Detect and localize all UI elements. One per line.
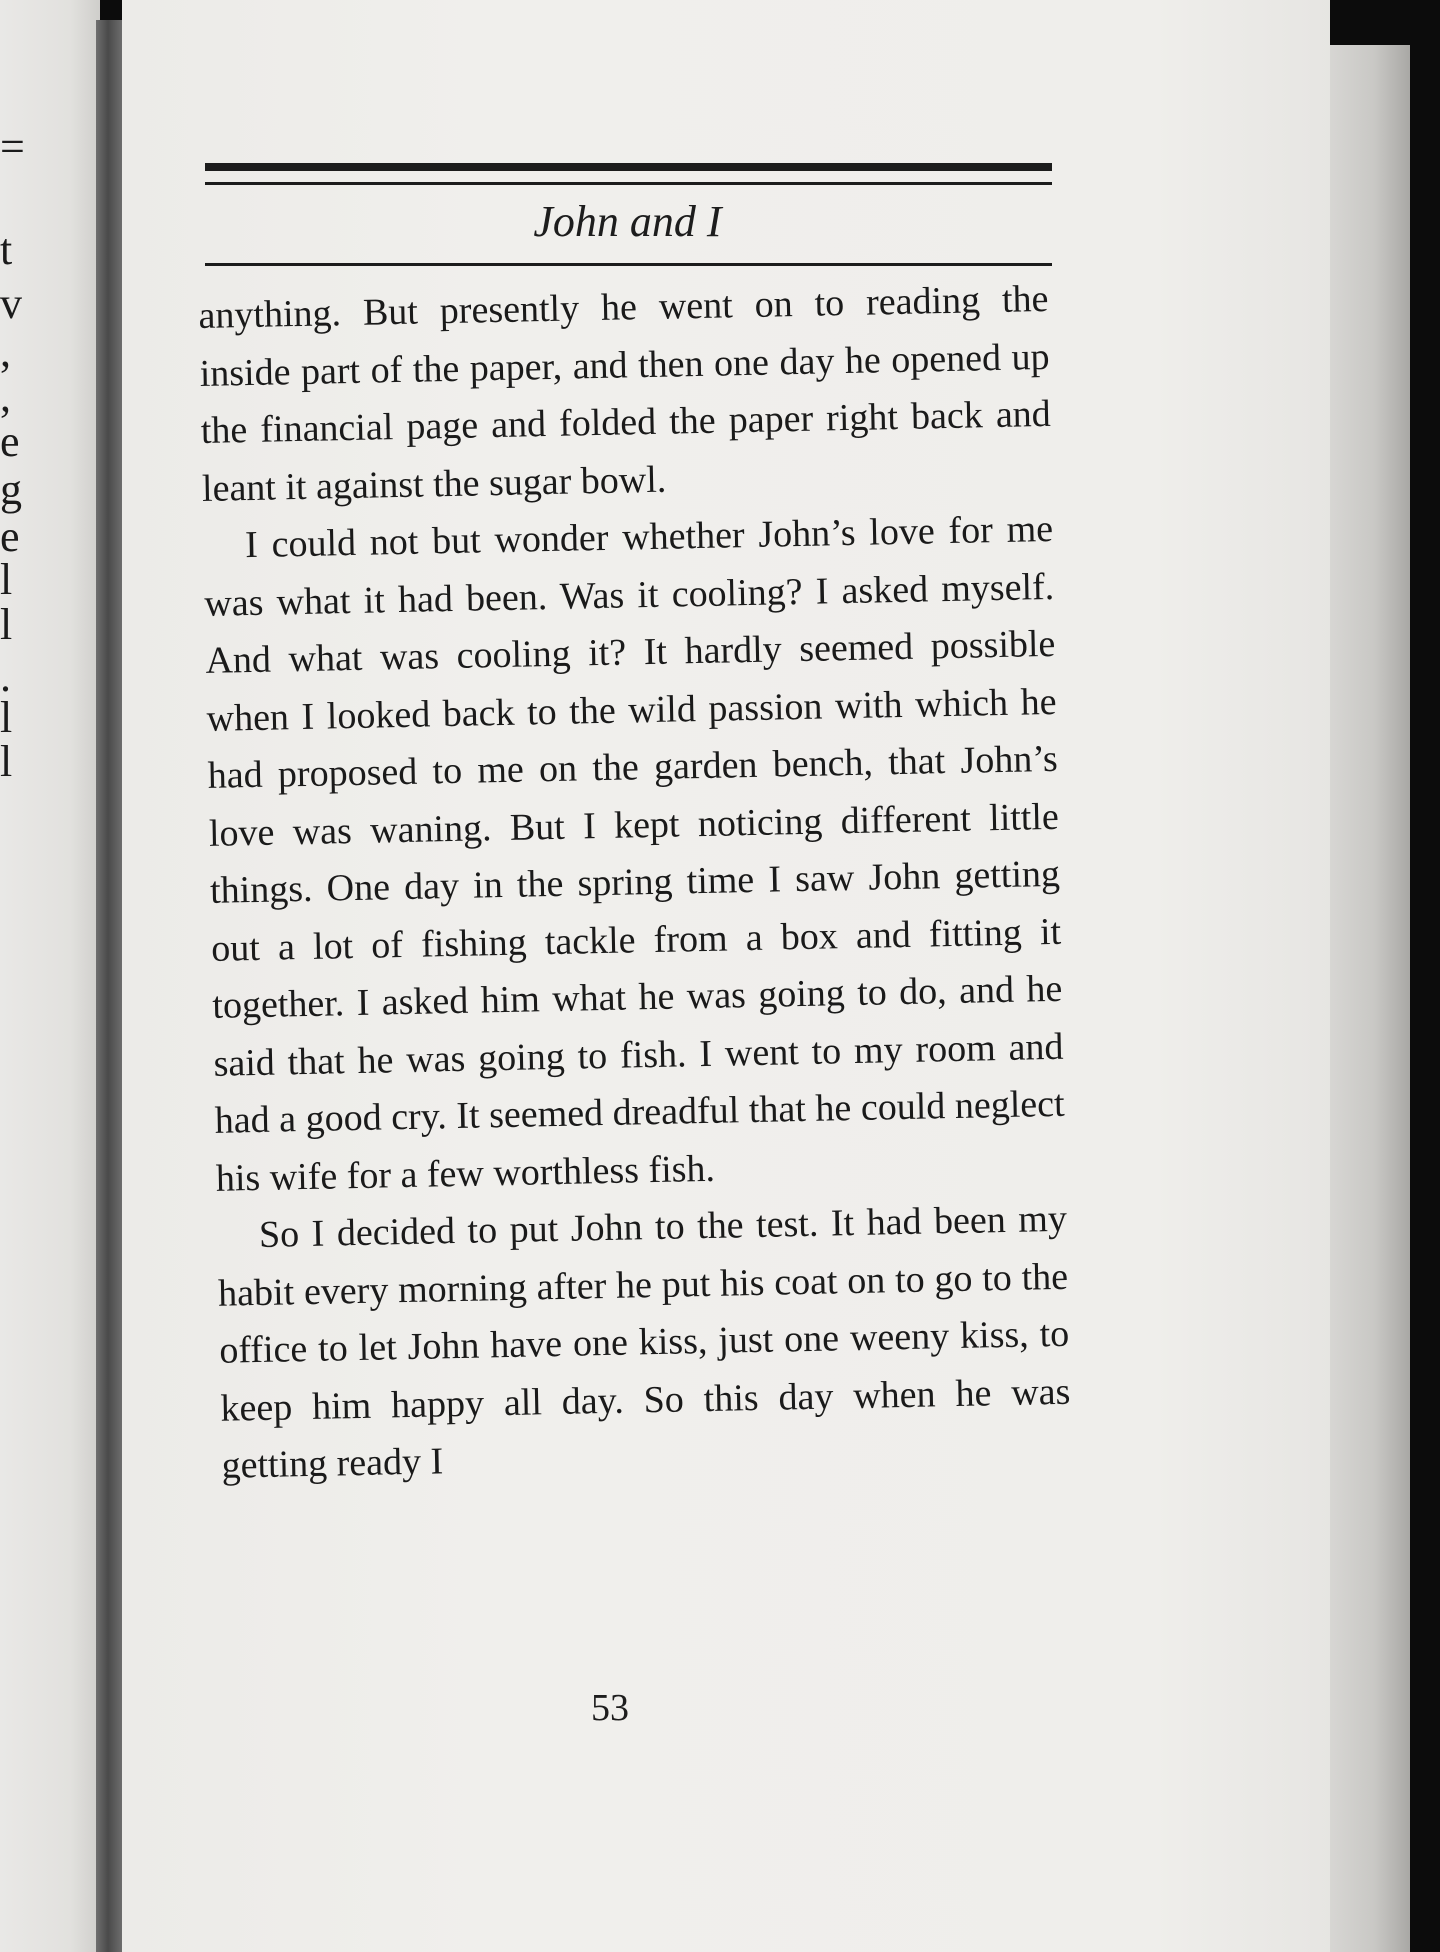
fragment-char: l xyxy=(0,600,13,649)
fragment-char: g xyxy=(0,465,22,514)
paragraph: I could not but wonder whether John’s love for me was what it had been. Was it cooling? I asked myself. And what was cooling it? It hardly seemed possible when I looked back to the wild passion with which he had proposed to me on the garden bench, that John’s love was waning. But I kept noticing different little things. One day in the spring time I saw John getting out a lot of fishing tackle from a box and fitting it together. I asked him what he was going to do, and he said that he was going to fish. I went to my room and had a good cry. It seemed dreadful that he could neglect his wife for a few worthless fish. xyxy=(203,507,1065,1200)
previous-page-edge xyxy=(0,0,100,1952)
scan-background-corner xyxy=(1330,0,1440,45)
header-thick-rule xyxy=(205,163,1052,171)
running-head-underline xyxy=(205,263,1052,266)
fragment-char: l xyxy=(0,693,13,742)
fragment-char: = xyxy=(0,122,25,171)
fragment-char: v xyxy=(0,279,22,328)
fragment-char: e xyxy=(0,512,20,561)
fragment-char: e xyxy=(0,417,20,466)
page-stack-edge xyxy=(1330,45,1410,1952)
header-thin-rule xyxy=(205,182,1052,185)
fragment-char: . xyxy=(0,652,11,701)
page-number: 53 xyxy=(591,1687,629,1729)
fragment-char: , xyxy=(0,372,11,421)
paragraph: So I decided to put John to the test. It had been my habit every morning after he put his coat on to go to the office to let John have one kiss, just one weeny kiss, to keep him happy all day. So this day when he was getting ready I xyxy=(217,1197,1071,1487)
fragment-char: t xyxy=(0,225,13,274)
fragment-char: , xyxy=(0,327,11,376)
fragment-char: l xyxy=(0,555,13,604)
running-head: John and I xyxy=(533,197,722,246)
previous-page-text-fragments xyxy=(0,0,30,1952)
page-body xyxy=(198,271,1072,1495)
fragment-char: l xyxy=(0,737,13,786)
paragraph: anything. But presently he went on to reading the inside part of the paper, and then one day he opened up the financial page and folded the paper right back and leant it against the sugar bowl. xyxy=(198,277,1052,510)
